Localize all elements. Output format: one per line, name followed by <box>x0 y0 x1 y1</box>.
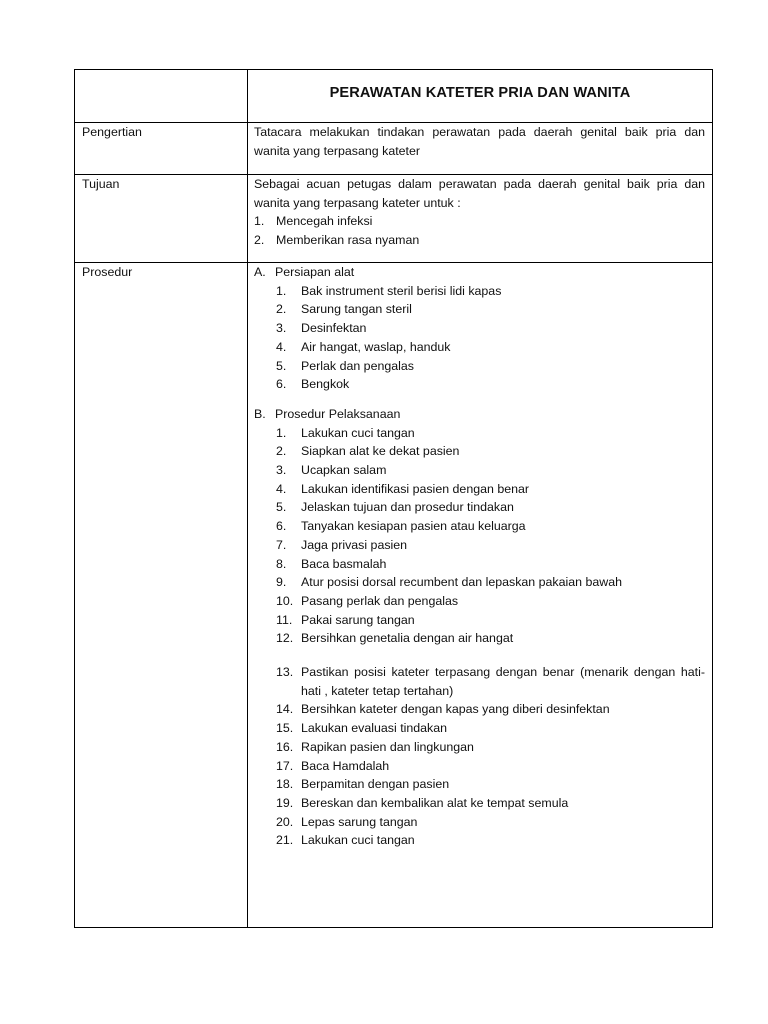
list-text: Lakukan evaluasi tindakan <box>301 721 448 736</box>
list-number: 1. <box>276 283 287 298</box>
list-item <box>254 592 705 611</box>
list-number: 15. <box>276 721 294 736</box>
list-text: Desinfektan <box>301 321 367 336</box>
pengertian-content <box>254 123 705 160</box>
list-number: 4. <box>276 339 287 354</box>
list-number: 21. <box>276 833 294 848</box>
list-text: Pasang perlak dan pengalas <box>301 593 459 608</box>
list-item <box>254 738 705 757</box>
list-number: 12. <box>276 631 294 646</box>
list-text: Bereskan dan kembalikan alat ke tempat semula <box>301 795 569 810</box>
list-text: Lakukan cuci tangan <box>301 425 415 440</box>
list-item <box>254 700 705 719</box>
document-title: PERAWATAN KATETER PRIA DAN WANITA <box>329 85 631 101</box>
list-item <box>254 555 705 574</box>
list-item <box>254 461 705 480</box>
list-number: 1. <box>276 425 287 440</box>
list-text: Mencegah infeksi <box>276 214 373 229</box>
list-item <box>254 375 705 394</box>
list-number: 2. <box>276 444 287 459</box>
list-item <box>254 573 705 592</box>
list-item <box>254 794 705 813</box>
list-text: Lakukan identifikasi pasien dengan benar <box>301 481 530 496</box>
spacer <box>254 648 705 663</box>
list-number: 10. <box>276 593 294 608</box>
row-tujuan <box>75 175 712 263</box>
list-number: 14. <box>276 702 294 717</box>
label-tujuan: Tujuan <box>82 177 120 191</box>
section-title: Persiapan alat <box>275 265 355 279</box>
list-number: 17. <box>276 758 294 773</box>
list-text: Berpamitan dengan pasien <box>301 777 450 792</box>
list-number: 3. <box>276 463 287 478</box>
list-item <box>254 629 705 648</box>
list-number: 9. <box>276 575 287 590</box>
list-text: Baca Hamdalah <box>301 758 390 773</box>
list-text-line-1: Pastikan posisi kateter terpasang dengan benar (menarik dengan hati- <box>301 665 705 680</box>
section-title: Prosedur Pelaksanaan <box>275 406 401 421</box>
list-item <box>254 663 705 700</box>
list-number: 4. <box>276 481 287 496</box>
list-item <box>254 338 705 357</box>
list-item <box>254 231 705 250</box>
label-pengertian: Pengertian <box>82 125 142 139</box>
prosedur-content <box>254 263 705 850</box>
section-letter: B. <box>254 406 266 421</box>
list-text: Tanyakan kesiapan pasien atau keluarga <box>301 519 526 534</box>
spacer <box>254 394 705 405</box>
list-number: 11. <box>276 612 293 627</box>
list-text: Siapkan alat ke dekat pasien <box>301 444 460 459</box>
list-item <box>254 319 705 338</box>
list-item <box>254 831 705 850</box>
list-item <box>254 813 705 832</box>
tujuan-line-2: wanita yang terpasang kateter untuk : <box>254 195 461 210</box>
list-number: 2. <box>276 302 287 317</box>
list-number: 1. <box>254 214 265 229</box>
section-b-heading <box>254 405 705 424</box>
list-item <box>254 357 705 376</box>
list-number: 13. <box>276 665 294 680</box>
list-item <box>254 611 705 630</box>
label-prosedur: Prosedur <box>82 265 133 279</box>
list-text: Perlak dan pengalas <box>301 358 414 373</box>
tujuan-line-1: Sebagai acuan petugas dalam perawatan pada daerah genital baik pria dan <box>254 177 705 191</box>
list-text: Bak instrument steril berisi lidi kapas <box>301 283 502 298</box>
list-text: Ucapkan salam <box>301 463 387 478</box>
list-item <box>254 536 705 555</box>
list-text: Memberikan rasa nyaman <box>276 233 420 248</box>
list-item <box>254 498 705 517</box>
list-number: 7. <box>276 537 287 552</box>
list-text: Pakai sarung tangan <box>301 612 415 627</box>
list-item <box>254 424 705 443</box>
pengertian-line-2: wanita yang terpasang kateter <box>254 143 421 158</box>
list-item <box>254 757 705 776</box>
list-item <box>254 719 705 738</box>
list-text: Jaga privasi pasien <box>301 537 408 552</box>
section-letter: A. <box>254 265 266 279</box>
row-prosedur <box>75 263 712 927</box>
list-text: Bersihkan kateter dengan kapas yang diberi desinfektan <box>301 702 610 717</box>
list-number: 6. <box>276 519 287 534</box>
list-item <box>254 442 705 461</box>
list-text: Bersihkan genetalia dengan air hangat <box>301 631 514 646</box>
list-number: 19. <box>276 795 294 810</box>
list-number: 6. <box>276 377 287 392</box>
list-number: 8. <box>276 556 287 571</box>
list-number: 5. <box>276 358 287 373</box>
list-text: Lepas sarung tangan <box>301 814 418 829</box>
list-number: 18. <box>276 777 294 792</box>
list-text: Jelaskan tujuan dan prosedur tindakan <box>301 500 514 515</box>
list-text: Baca basmalah <box>301 556 387 571</box>
title-row <box>75 70 712 123</box>
list-text: Rapikan pasien dan lingkungan <box>301 739 474 754</box>
pengertian-line-1: Tatacara melakukan tindakan perawatan pada daerah genital baik pria dan <box>254 125 705 139</box>
list-item <box>254 775 705 794</box>
list-text-line-2: hati , kateter tetap tertahan) <box>301 683 454 698</box>
list-item <box>254 480 705 499</box>
sop-table <box>74 69 713 928</box>
tujuan-content <box>254 175 705 250</box>
list-text: Atur posisi dorsal recumbent dan lepaskan pakaian bawah <box>301 575 622 590</box>
list-text: Air hangat, waslap, handuk <box>301 339 451 354</box>
list-item <box>254 212 705 231</box>
list-text: Lakukan cuci tangan <box>301 833 415 848</box>
list-number: 2. <box>254 233 265 248</box>
list-number: 20. <box>276 814 294 829</box>
list-item <box>254 300 705 319</box>
list-number: 5. <box>276 500 287 515</box>
section-a-heading <box>254 263 705 282</box>
list-item <box>254 517 705 536</box>
list-text: Bengkok <box>301 377 350 392</box>
list-number: 3. <box>276 321 287 336</box>
list-number: 16. <box>276 739 294 754</box>
list-text: Sarung tangan steril <box>301 302 412 317</box>
row-pengertian <box>75 123 712 175</box>
list-item <box>254 282 705 301</box>
